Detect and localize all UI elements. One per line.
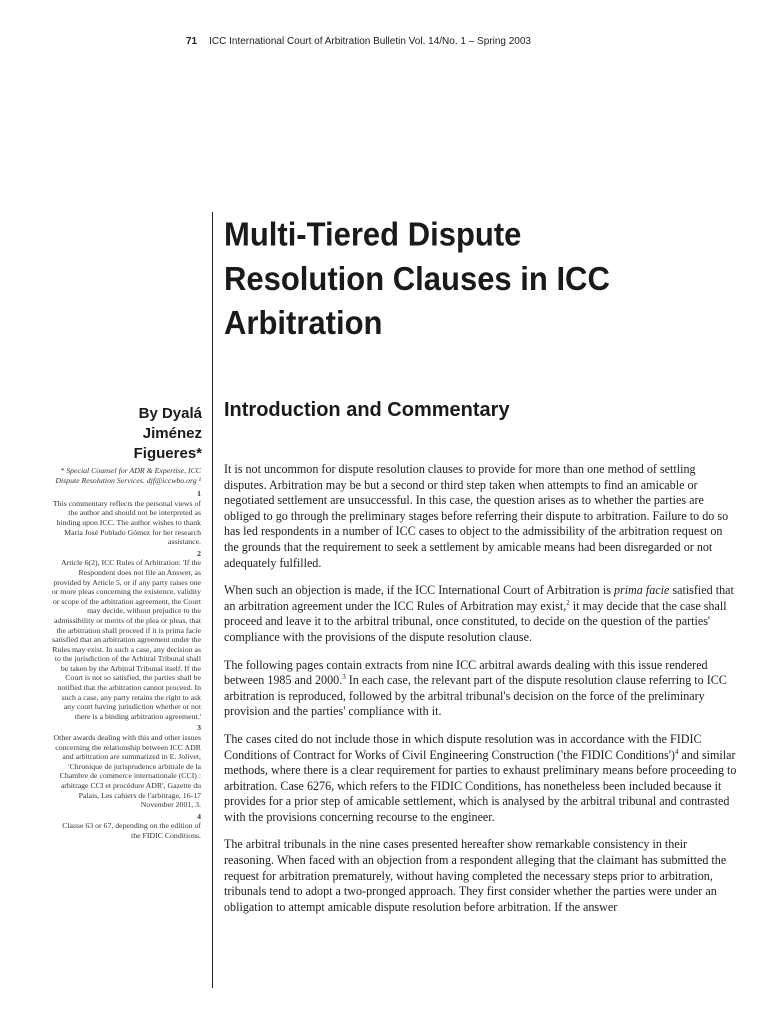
title-line: Arbitration [224, 303, 383, 342]
vertical-rule [212, 212, 213, 988]
footnote-ref: 2 [566, 598, 570, 607]
running-header [186, 36, 531, 47]
footnote-number: 4 [197, 811, 201, 821]
italic-run: prima facie [613, 583, 670, 598]
text-run: The cases cited do not include those in which dispute resolution was in accordance with the FIDIC Conditions of Contract for Works of Civil Engineering Construction ('the FIDIC Conditions') [224, 731, 702, 762]
footnote-text: Clause 63 or 67, depending on the edition of the FIDIC Conditions. [62, 821, 201, 840]
author-line: Figueres* [133, 445, 202, 462]
text-run: and similar methods, where there is a clear requirement for parties to exhaust preliminary means before proceeding to arbitration. Case 6276, which refers to the FIDIC Conditions, has nonetheless been included because it provides for a prior step of amicable settlement, which is analysed by the arbitral tribunal and contrasted with the provisions concerning recourse to the engineer. [224, 747, 737, 824]
article-title [224, 212, 744, 345]
footnote-text: Other awards dealing with this and other issues concerning the relationship between ICC ADR and arbitration are summarized in E. Jolivet, 'Chronique de jurisprudence arbitrale de la Chambre de commerce internationale (CCI) : arbitrage CCI et procédure ADR', Gazette du Palais, Les cahiers de l'arbitrage, 16-17 November 2001, 3. [53, 733, 201, 810]
author-byline [134, 404, 202, 464]
running-title: ICC International Court of Arbitration Bulletin Vol. 14/No. 1 – Spring 2003 [209, 36, 531, 47]
text-run: The following pages contain extracts from nine ICC arbitral awards dealing with this issue rendered between 1985 and 2000. [224, 657, 708, 688]
paragraph: It is not uncommon for dispute resolution clauses to provide for more than one method of settling disputes. Arbitration may be but a second or third step taken when attempts to find an amicable or negotiated settlement are unsuccessful. In this case, the question arises as to whether the parties are obliged to go through the preliminary stages before referring their dispute to arbitration. Failure to do so has led respondents in a number of ICC cases to object to the admissibility of the arbitration request on the grounds that the requirement to seek a settlement by amicable means had been disregarded or not adequately fulfilled. [224, 462, 729, 570]
text-run: it may decide that the case shall proceed and leave it to the arbitral tribunal, once constituted, to decide on the question of the parties' compliance with the provisions of the dispute resolution clause. [224, 598, 727, 644]
body-text [224, 462, 738, 927]
footnote-ref: 4 [674, 747, 679, 756]
footnote-ref: 3 [342, 673, 346, 682]
paragraph [224, 658, 738, 720]
author-affiliation: * Special Counsel for ADR & Expertise, ICC Dispute Resolution Services. djf@iccwbo.org ¹ [55, 466, 201, 485]
footnote-text: Article 6(2), ICC Rules of Arbitration: 'If the Respondent does not file an Answer, as provided by Article 5, or if any party raises one or more pleas concerning the existence, validity or scope of the arbitration agreement, the Court may decide, without prejudice to the admissibility or merits of the plea or pleas, that the arbitration shall proceed if it is prima facie satisfied that an arbitration agreement under the Rules may exist. In such a case, any decision as to the jurisdiction of the Arbitral Tribunal shall be taken by the Arbitral Tribunal itself. If the Court is not so satisfied, the parties shall be notified that the arbitration cannot proceed. In such a case, any party retains the right to ask any court having jurisdiction whether or not there is a binding arbitration agreement.' [51, 558, 201, 721]
title-line: Resolution Clauses in ICC [224, 259, 610, 298]
text-run: When such an objection is made, if the ICC International Court of Arbitration is [224, 583, 614, 598]
title-line: Multi-Tiered Dispute [224, 215, 522, 254]
section-heading: Introduction and Commentary [224, 399, 510, 421]
text-run: satisfied that an arbitration agreement under the ICC Rules of Arbitration may exist, [224, 583, 734, 613]
footnote-number: 1 [197, 489, 201, 499]
author-line: By Dyalá [138, 405, 202, 422]
paragraph [224, 732, 738, 826]
footnote-text: This commentary reflects the personal views of the author and should not be interpreted as binding upon ICC. The author wishes to thank María José Poblado Gómez for her research assistance. [52, 498, 201, 547]
sidebar-notes [51, 466, 201, 843]
page-number: 71 [186, 36, 198, 47]
footnote-number: 3 [197, 723, 201, 733]
text-run: In each case, the relevant part of the dispute resolution clause referring to ICC arbitration is reproduced, followed by the arbitral tribunal's decision on the force of the preliminary provision and the parties' compliance with it. [224, 673, 727, 719]
author-line: Jiménez [142, 425, 202, 442]
paragraph [224, 583, 738, 645]
paragraph: The arbitral tribunals in the nine cases presented hereafter show remarkable consistency in their reasoning. When faced with an objection from a respondent alleging that the claimant has submitted the request for arbitration prematurely, without having completed the necessary steps prior to arbitration, tribunals tend to adopt a two-pronged approach. They first consider whether the parties were under an obligation to attempt amicable dispute resolution before arbitration. If the answer [224, 837, 727, 914]
footnote-number: 2 [197, 548, 201, 558]
